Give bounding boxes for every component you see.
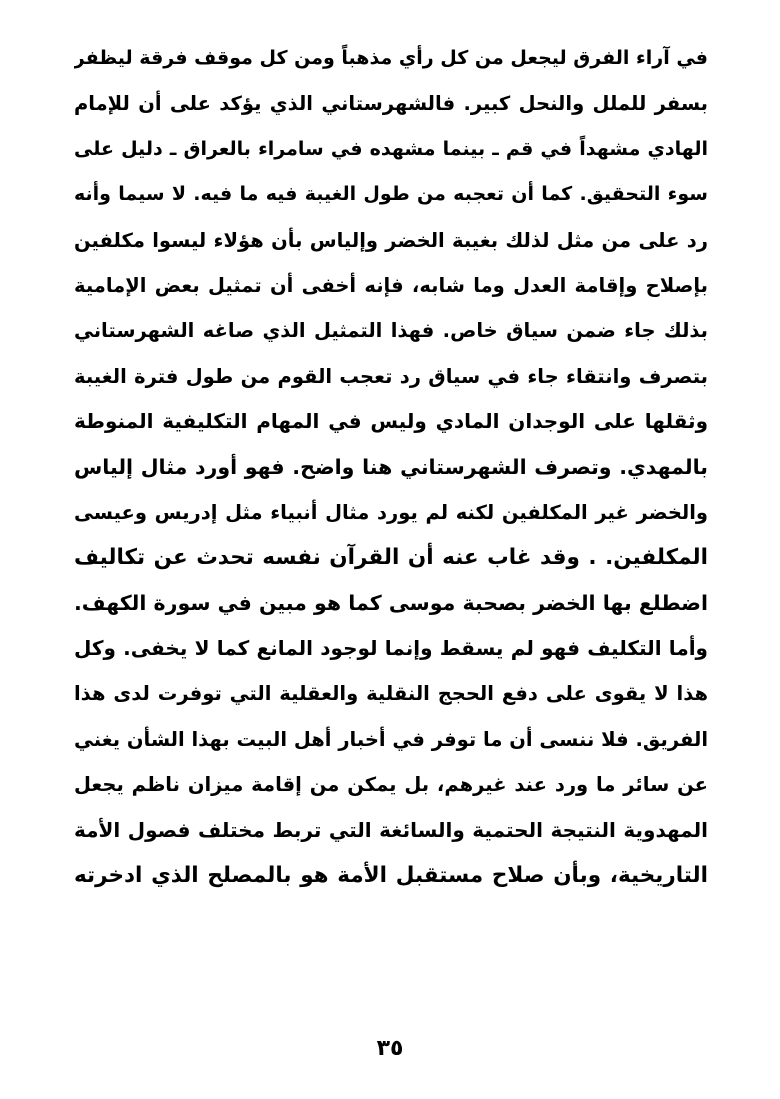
text-line: هذا لا يقوى على دفع الحجج النقلية والعقلية التي توفرت لدى هذا: [74, 682, 708, 706]
text-line: بالمهدي. وتصرف الشهرستاني هنا واضح. فهو أورد مثال إلياس: [74, 454, 708, 479]
text-line: المكلفين. . وقد غاب عنه أن القرآن نفسه تحدث عن تكاليف: [74, 545, 708, 571]
text-line: الهادي مشهداً في قم ـ بينما مشهده في سامراء بالعراق ـ دليل على: [74, 137, 708, 160]
text-line: سوء التحقيق. كما أن تعجبه من طول الغيبة فيه ما فيه. لا سيما وأنه: [74, 183, 708, 206]
text-line: في آراء الفرق ليجعل من كل رأي مذهباً ومن كل موقف فرقة ليظفر: [74, 47, 708, 69]
text-line: عن سائر ما ورد عند غيرهم، بل يمكن من إقامة ميزان ناظم يجعل: [74, 773, 708, 797]
text-line: وثقلها على الوجدان المادي وليس في المهام التكليفية المنوطة: [74, 409, 708, 434]
text-line: اضطلع بها الخضر بصحبة موسى كما هو مبين في سورة الكهف.: [74, 590, 708, 615]
text-line: رد على من مثل لذلك بغيبة الخضر وإلياس بأن هؤلاء ليسوا مكلفين: [74, 228, 708, 252]
text-line: وأما التكليف فهو لم يسقط وإنما لوجود المانع كما لا يخفى. وكل: [74, 636, 708, 661]
page-number: ٣٥: [376, 1036, 404, 1061]
text-line: بذلك جاء ضمن سياق خاص. فهذا التمثيل الذي صاغه الشهرستاني: [74, 319, 708, 343]
text-line: بسفر للملل والنحل كبير. فالشهرستاني الذي يؤكد على أن للإمام: [74, 92, 708, 116]
body-text: [74, 36, 708, 898]
text-line: بإصلاح وإقامة العدل وما شابه، فإنه أخفى أن تمثيل بعض الإمامية: [74, 273, 708, 297]
text-line: بتصرف وانتقاء جاء في سياق رد تعجب القوم من طول فترة الغيبة: [74, 364, 708, 388]
text-line: التاريخية، وبأن صلاح مستقبل الأمة هو بالمصلح الذي ادخرته: [74, 863, 708, 889]
text-line: والخضر غير المكلفين لكنه لم يورد مثال أنبياء مثل إدريس وعيسى: [74, 500, 708, 524]
text-line: الفريق. فلا ننسى أن ما توفر في أخبار أهل البيت بهذا الشأن يغني: [74, 727, 708, 751]
text-line: المهدوية النتيجة الحتمية والسائغة التي تربط مختلف فصول الأمة: [74, 817, 708, 842]
